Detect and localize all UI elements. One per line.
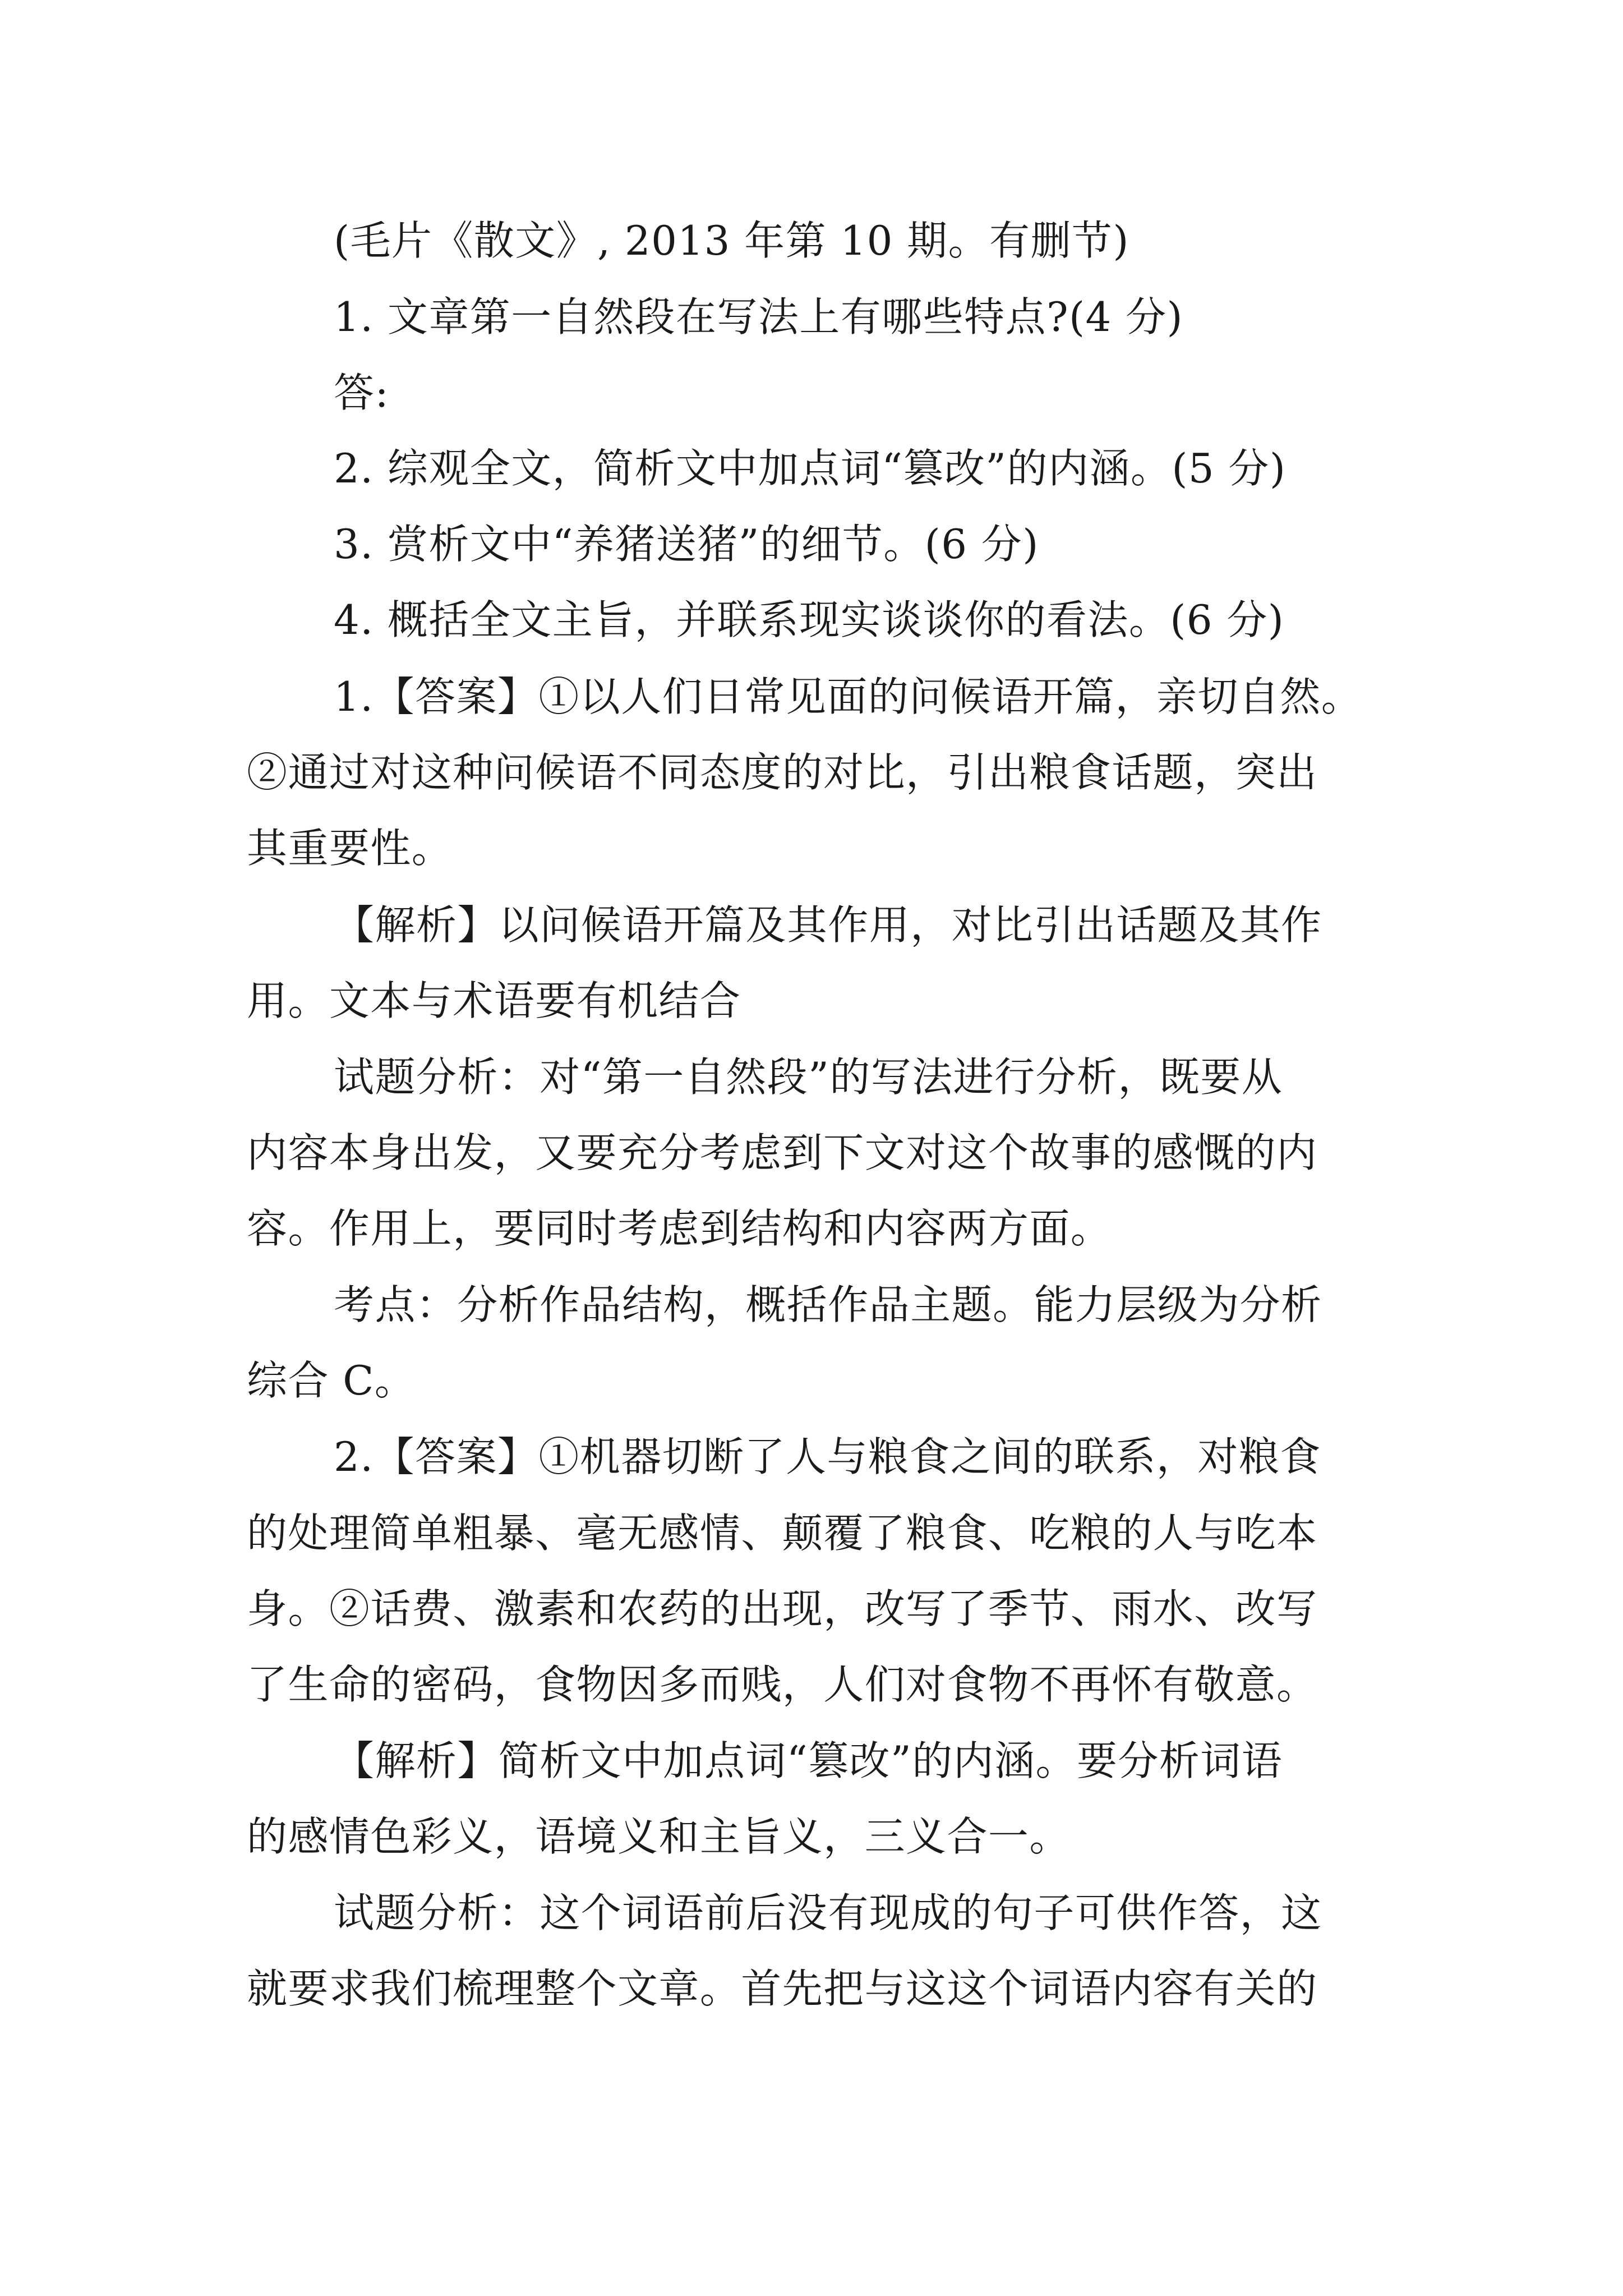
answer1-line-3: 其重要性。 xyxy=(247,825,453,872)
test-analysis1-line-3: 容。作用上，要同时考虑到结构和内容两方面。 xyxy=(247,1205,1112,1252)
question-2: 2. 综观全文，简析文中加点词“篡改”的内涵。(5 分) xyxy=(334,445,1287,492)
test-analysis1-line-1: 试题分析：对“第一自然段”的写法进行分析，既要从 xyxy=(334,1053,1283,1101)
analysis1-line-1: 【解析】以问候语开篇及其作用，对比引出话题及其作 xyxy=(334,901,1322,949)
question-4: 4. 概括全文主旨，并联系现实谈谈你的看法。(6 分) xyxy=(334,596,1285,643)
answer1-line-2: ②通过对这种问候语不同态度的对比，引出粮食话题，突出 xyxy=(247,749,1318,796)
test-analysis2-line-2: 就要求我们梳理整个文章。首先把与这这个词语内容有关的 xyxy=(247,1965,1318,2012)
question-3: 3. 赏析文中“养猪送猪”的细节。(6 分) xyxy=(334,521,1039,568)
analysis2-line-1: 【解析】简析文中加点词“篡改”的内涵。要分析词语 xyxy=(334,1737,1283,1784)
source-line: (毛片《散文》, 2013 年第 10 期。有删节) xyxy=(334,217,1129,264)
answer1-line-1: 1.【答案】①以人们日常见面的问候语开篇，亲切自然。 xyxy=(334,673,1363,720)
answer2-line-4: 了生命的密码，食物因多而贱，人们对食物不再怀有敬意。 xyxy=(247,1661,1318,1708)
test-analysis1-line-2: 内容本身出发，又要充分考虑到下文对这个故事的感慨的内 xyxy=(247,1129,1318,1176)
exam-point1-line-2: 综合 C。 xyxy=(247,1357,416,1404)
answer-prompt: 答: xyxy=(334,369,390,416)
exam-point1-line-1: 考点：分析作品结构，概括作品主题。能力层级为分析 xyxy=(334,1281,1322,1328)
answer2-line-1: 2.【答案】①机器切断了人与粮食之间的联系，对粮食 xyxy=(334,1433,1321,1480)
question-1: 1. 文章第一自然段在写法上有哪些特点?(4 分) xyxy=(334,293,1184,341)
answer2-line-3: 身。②话费、激素和农药的出现，改写了季节、雨水、改写 xyxy=(247,1585,1318,1632)
test-analysis2-line-1: 试题分析：这个词语前后没有现成的句子可供作答，这 xyxy=(334,1889,1322,1936)
analysis1-line-2: 用。文本与术语要有机结合 xyxy=(247,977,741,1024)
answer2-line-2: 的处理简单粗暴、毫无感情、颠覆了粮食、吃粮的人与吃本 xyxy=(247,1510,1318,1557)
analysis2-line-2: 的感情色彩义，语境义和主旨义，三义合一。 xyxy=(247,1813,1071,1860)
